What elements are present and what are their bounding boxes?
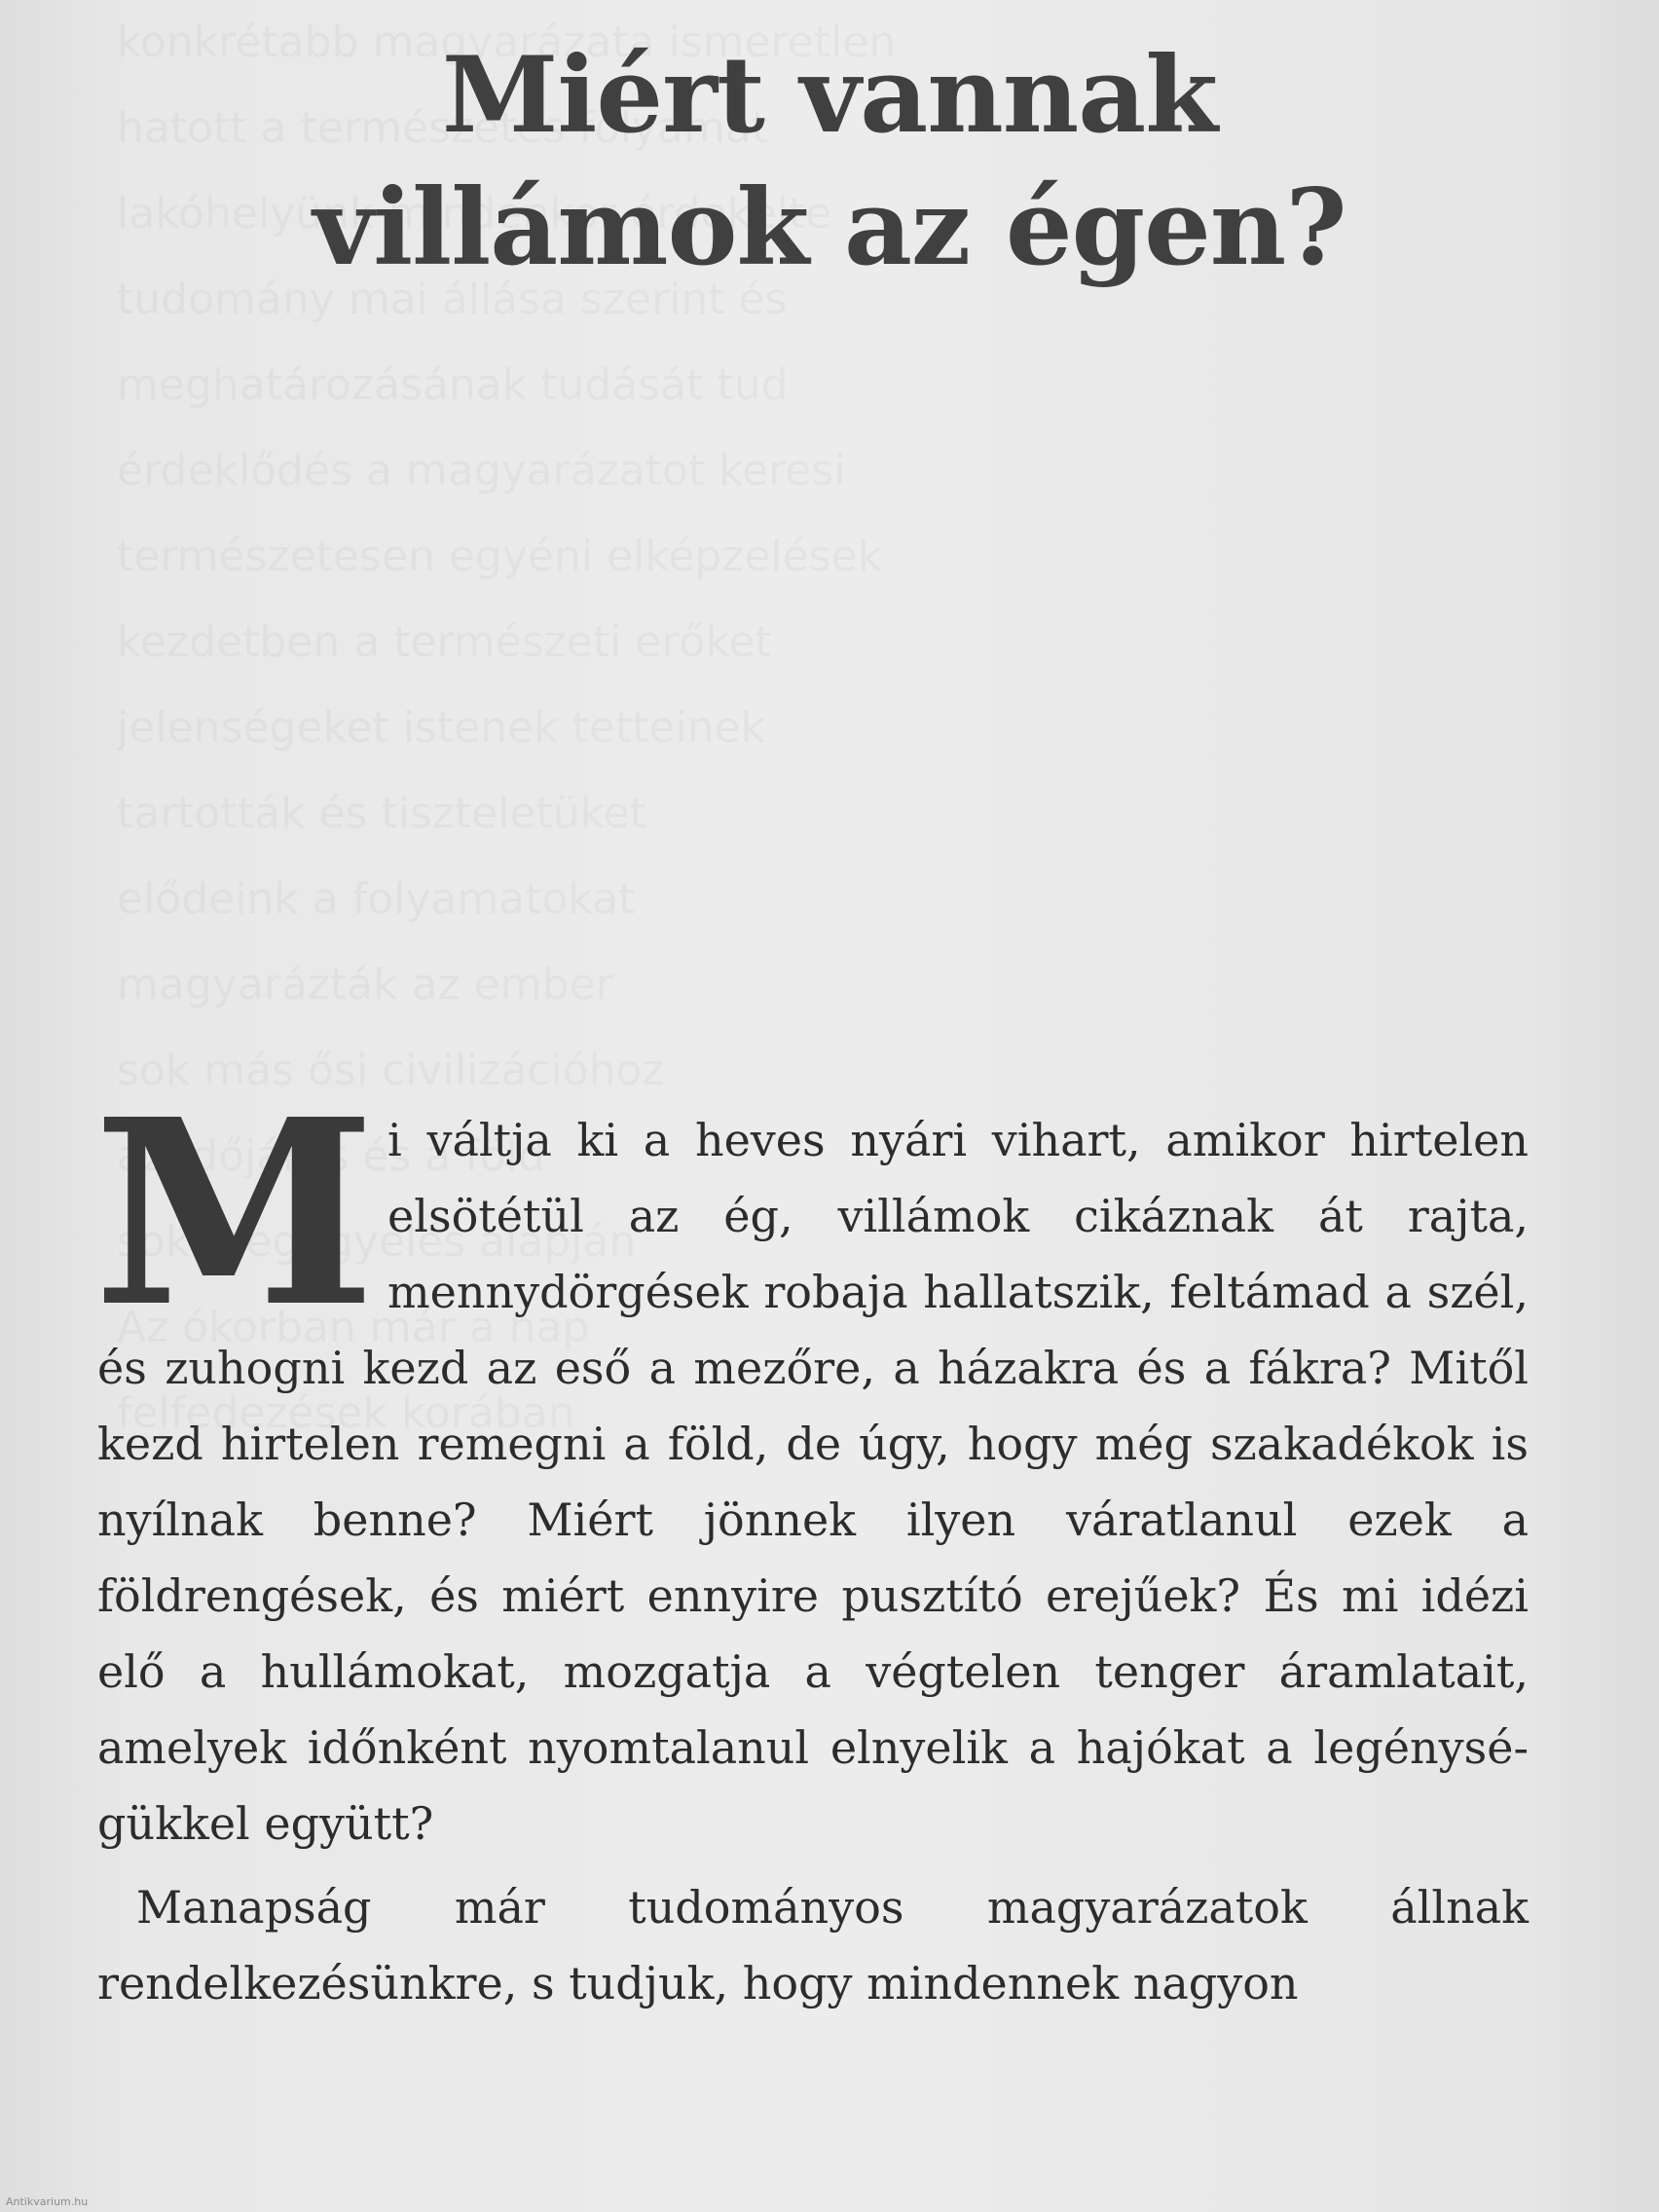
title-line-1: Miért vannak bbox=[441, 34, 1218, 157]
title-line-2: villámok az égen? bbox=[313, 166, 1346, 289]
page-title bbox=[0, 29, 1659, 294]
body-text bbox=[93, 1063, 1529, 2021]
paragraph-2: Manapság már tudományos magyarázatok állnak rendelkezésünkre, s tudjuk, hogy mindennek nagyon bbox=[97, 1881, 1529, 2009]
paragraph-1-text: i váltja ki a heves nyári vihart, amikor hirtelen elsötétül az ég, villámok cikáznak át rajta, mennydörgések robaja hallatszik, feltámad a szél, és zuhogni kezd az eső a mezőre, a házakra és a fákra? Mitől kezd hirtelen remegni a föld, de úgy, hogy még szakadékok is nyílnak benne? Miért jönnek ilyen váratlanul ezek a földrengések, és miért ennyire pusztító erejűek? És mi idézi elő a hullámokat, mozgatja a végtelen tenger áramlatait, amelyek időnként nyomtalanul elnyelik a hajókat a legénységükkel együtt? bbox=[97, 1114, 1529, 1850]
paragraph-1 bbox=[93, 1063, 1529, 1862]
watermark: Antikvarium.hu bbox=[6, 2195, 89, 2208]
drop-cap-letter: M bbox=[93, 1063, 373, 1363]
